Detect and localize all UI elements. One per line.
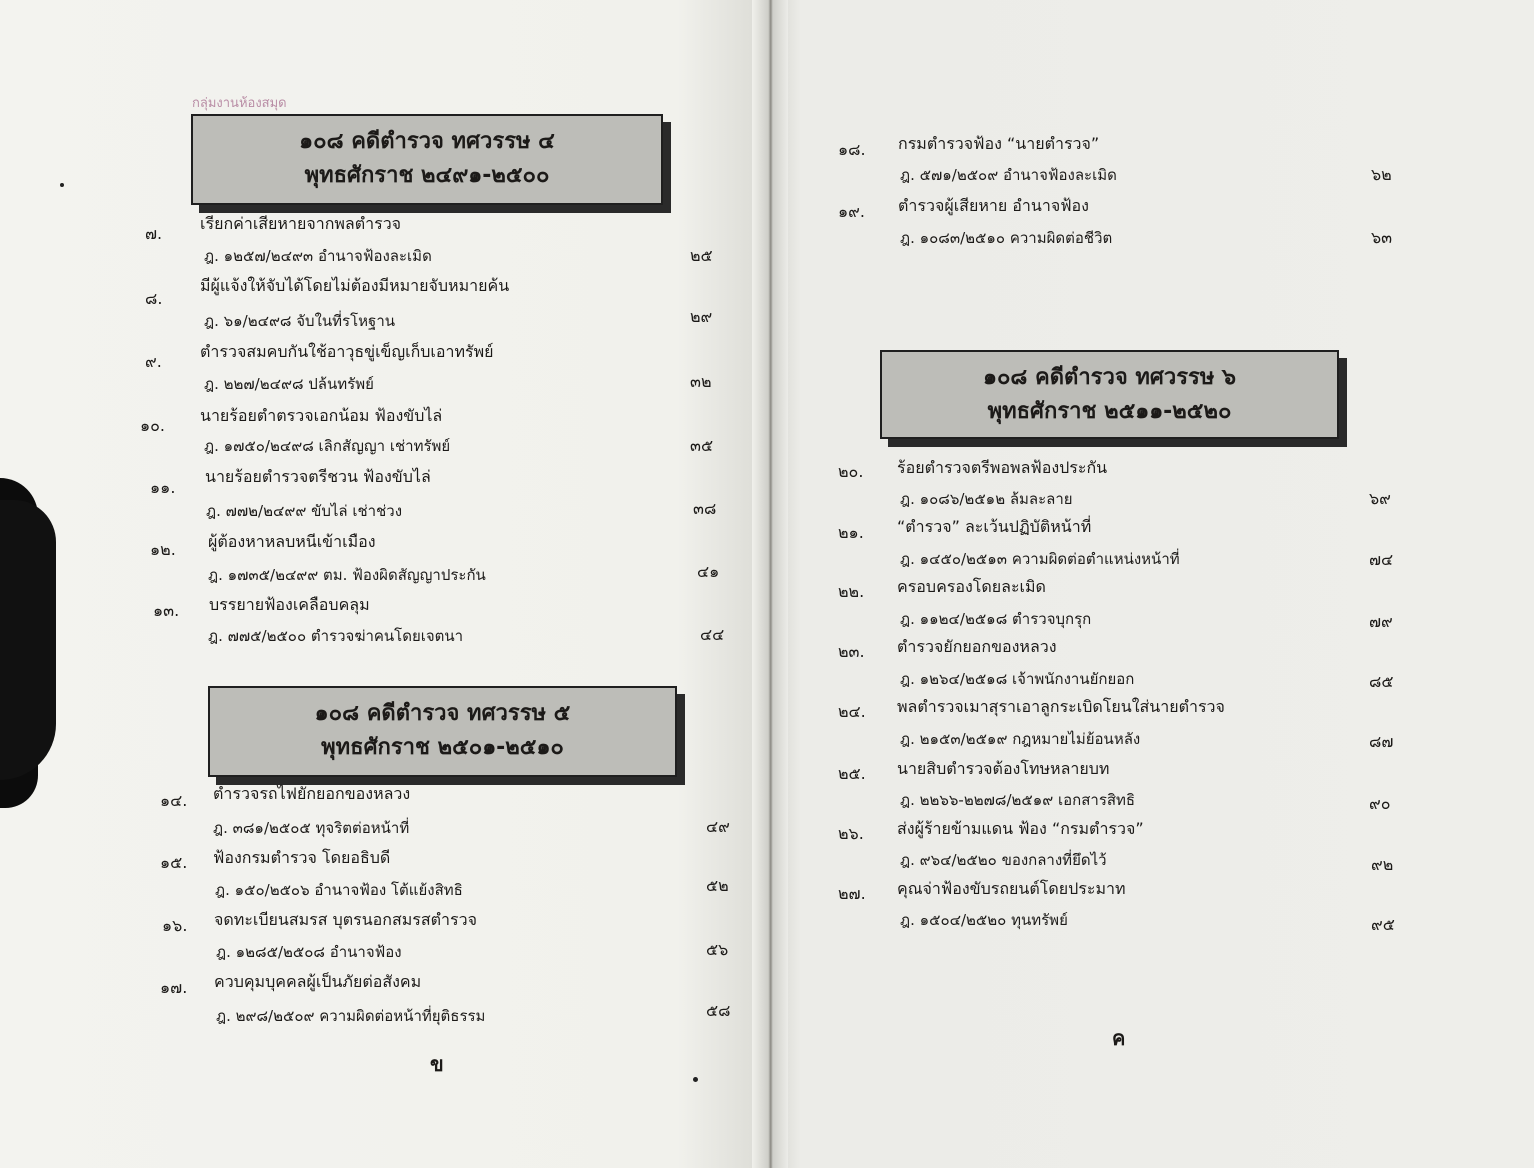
page-letter: ค [1112,1026,1126,1050]
entry-case: ฎ. ๗๗๒/๒๔๙๙ ขับไล่ เช่าช่วง [206,502,403,520]
entry-title[interactable]: ตำรวจยักยอกของหลวง [897,637,1057,656]
entry-page: ๖๙ [1369,489,1391,508]
entry-case: ฎ. ๑๐๘๓/๒๕๑๐ ความผิดต่อชีวิต [900,229,1113,247]
entry-page: ๓๒ [690,372,712,391]
ink-dot [693,1077,698,1082]
entry-case: ฎ. ๑๒๖๔/๒๕๑๘ เจ้าพนักงานยักยอก [900,670,1135,688]
entry-page: ๒๕ [690,246,713,265]
entry-number: ๒๔. [838,702,866,721]
entry-page: ๘๕ [1369,672,1394,691]
section-header-decade-6 [880,350,1339,439]
entry-page: ๙๒ [1371,855,1394,874]
entry-page: ๕๘ [706,1001,731,1020]
entry-case: ฎ. ๑๒๘๕/๒๕๐๘ อำนาจฟ้อง [216,943,402,961]
entry-case: ฎ. ๒๙๘/๒๕๐๙ ความผิดต่อหน้าที่ยุติธรรม [216,1007,486,1025]
entry-number: ๒๐. [838,462,864,481]
entry-title[interactable]: ส่งผู้ร้ายข้ามแดน ฟ้อง “กรมตำรวจ” [897,819,1144,838]
page-letter: ข [430,1052,444,1076]
library-stamp: กลุ่มงานห้องสมุด [192,96,287,111]
entry-title[interactable]: ฟ้องกรมตำรวจ โดยอธิบดี [213,848,391,867]
entry-title[interactable]: พลตำรวจเมาสุราเอาลูกระเบิดโยนใส่นายตำรวจ [897,697,1225,716]
section-header-decade-4 [191,114,663,205]
entry-page: ๕๖ [706,940,729,959]
entry-number: ๒๕. [838,764,866,783]
entry-title[interactable]: กรมตำรวจฟ้อง “นายตำรวจ” [898,134,1100,153]
section-title: ๑๐๘ คดีตำรวจ ทศวรรษ ๔ [299,129,555,154]
entry-case: ฎ. ๗๗๕/๒๕๐๐ ตำรวจฆ่าคนโดยเจตนา [208,627,464,645]
entry-title[interactable]: นายร้อยตำตรวจเอกน้อม ฟ้องขับไล่ [200,406,443,425]
entry-number: ๗. [145,224,163,243]
entry-number: ๑๘. [838,140,866,159]
entry-case: ฎ. ๒๒๖๖-๒๒๗๘/๒๕๑๙ เอกสารสิทธิ [900,791,1136,809]
entry-page: ๔๑ [697,562,720,581]
entry-number: ๑๙. [838,202,865,221]
section-subtitle: พุทธศักราช ๒๕๑๑-๒๕๒๐ [987,399,1232,424]
entry-title[interactable]: นายสิบตำรวจต้องโทษหลายบท [897,759,1110,778]
entry-title[interactable]: ตำรวจรถไฟยักยอกของหลวง [213,784,411,803]
entry-page: ๔๙ [706,817,730,836]
entry-case: ฎ. ๕๗๑/๒๕๐๙ อำนาจฟ้องละเมิด [900,166,1117,184]
entry-title[interactable]: “ตำรวจ” ละเว้นปฏิบัติหน้าที่ [897,517,1092,536]
entry-case: ฎ. ๖๑/๒๔๙๘ จับในที่รโหฐาน [204,312,396,330]
entry-page: ๖๒ [1371,165,1392,184]
entry-case: ฎ. ๑๗๕๐/๒๔๙๘ เลิกสัญญา เช่าทรัพย์ [204,437,451,455]
entry-page: ๘๗ [1369,732,1394,751]
entry-number: ๑๐. [140,416,166,435]
entry-number: ๙. [145,352,162,371]
entry-case: ฎ. ๙๖๔/๒๕๒๐ ของกลางที่ยึดไว้ [900,851,1107,869]
entry-number: ๒๑. [838,523,864,542]
entry-number: ๑๑. [150,478,176,497]
thumb-shadow [0,500,56,780]
section-title: ๑๐๘ คดีตำรวจ ทศวรรษ ๕ [314,701,571,726]
entry-number: ๑๒. [150,540,176,559]
entry-title[interactable]: มีผู้แจ้งให้จับได้โดยไม่ต้องมีหมายจับหมายค้น [200,276,510,295]
entry-title[interactable]: นายร้อยตำรวจตรีชวน ฟ้องขับไล่ [205,467,431,486]
entry-page: ๙๐ [1369,794,1391,813]
book-gutter [752,0,788,1168]
entry-case: ฎ. ๑๔๕๐/๒๕๑๓ ความผิดต่อตำแหน่งหน้าที่ [900,550,1180,568]
right-page [770,0,1534,1168]
entry-title[interactable]: จดทะเบียนสมรส บุตรนอกสมรสตำรวจ [214,910,477,929]
entry-title[interactable]: ตำรวจผู้เสียหาย อำนาจฟ้อง [898,196,1089,215]
entry-number: ๒๗. [838,884,866,903]
entry-number: ๑๓. [153,601,180,620]
entry-page: ๗๙ [1369,612,1393,631]
entry-case: ฎ. ๒๑๕๓/๒๕๑๙ กฎหมายไม่ย้อนหลัง [900,730,1141,748]
section-subtitle: พุทธศักราช ๒๕๐๑-๒๕๑๐ [321,735,564,760]
entry-title[interactable]: ครอบครองโดยละเมิด [897,577,1046,596]
entry-case: ฎ. ๓๘๑/๒๕๐๕ ทุจริตต่อหน้าที่ [213,819,410,837]
entry-case: ฎ. ๑๕๐๔/๒๕๒๐ ทุนทรัพย์ [900,911,1068,929]
entry-case: ฎ. ๒๒๗/๒๔๙๘ ปล้นทรัพย์ [204,375,374,393]
entry-title[interactable]: ควบคุมบุคคลผู้เป็นภัยต่อสังคม [214,972,422,991]
section-title: ๑๐๘ คดีตำรวจ ทศวรรษ ๖ [983,365,1236,390]
entry-number: ๑๕. [160,853,188,872]
entry-title[interactable]: บรรยายฟ้องเคลือบคลุม [209,595,370,614]
section-subtitle: พุทธศักราช ๒๔๙๑-๒๕๐๐ [304,163,550,188]
entry-case: ฎ. ๑๑๒๔/๒๕๑๘ ตำรวจบุกรุก [900,610,1092,628]
entry-number: ๘. [145,289,163,308]
entry-number: ๒๓. [838,642,865,661]
entry-page: ๖๓ [1371,228,1393,247]
entry-case: ฎ. ๑๐๘๖/๒๕๑๒ ล้มละลาย [900,490,1073,508]
entry-number: ๑๔. [160,791,188,810]
entry-number: ๑๗. [160,978,188,997]
entry-title[interactable]: ผู้ต้องหาหลบหนีเข้าเมือง [208,532,376,551]
entry-title[interactable]: คุณจ่าฟ้องขับรถยนต์โดยประมาท [897,879,1126,898]
entry-number: ๒๒. [838,582,865,601]
entry-title[interactable]: ร้อยตำรวจตรีพอพลฟ้องประกัน [897,458,1108,477]
entry-page: ๒๙ [690,307,713,326]
entry-page: ๓๘ [693,499,717,518]
entry-page: ๕๒ [706,876,729,895]
entry-case: ฎ. ๑๕๐/๒๕๐๖ อำนาจฟ้อง โต้แย้งสิทธิ [215,881,463,899]
ink-dot [60,183,64,187]
entry-case: ฎ. ๑๒๕๗/๒๔๙๓ อำนาจฟ้องละเมิด [204,247,432,265]
entry-number: ๑๖. [162,916,188,935]
entry-page: ๓๕ [690,436,714,455]
entry-number: ๒๖. [838,824,864,843]
entry-page: ๙๕ [1371,915,1395,934]
entry-page: ๔๔ [700,625,725,644]
entry-title[interactable]: ตำรวจสมคบกันใช้อาวุธขู่เข็ญเก็บเอาทรัพย์ [200,342,494,361]
section-header-decade-5 [208,686,677,777]
entry-title[interactable]: เรียกค่าเสียหายจากพลตำรวจ [200,214,402,233]
entry-case: ฎ. ๑๗๓๕/๒๔๙๙ ตม. ฟ้องผิดสัญญาประกัน [208,566,486,584]
entry-page: ๗๔ [1369,550,1394,569]
